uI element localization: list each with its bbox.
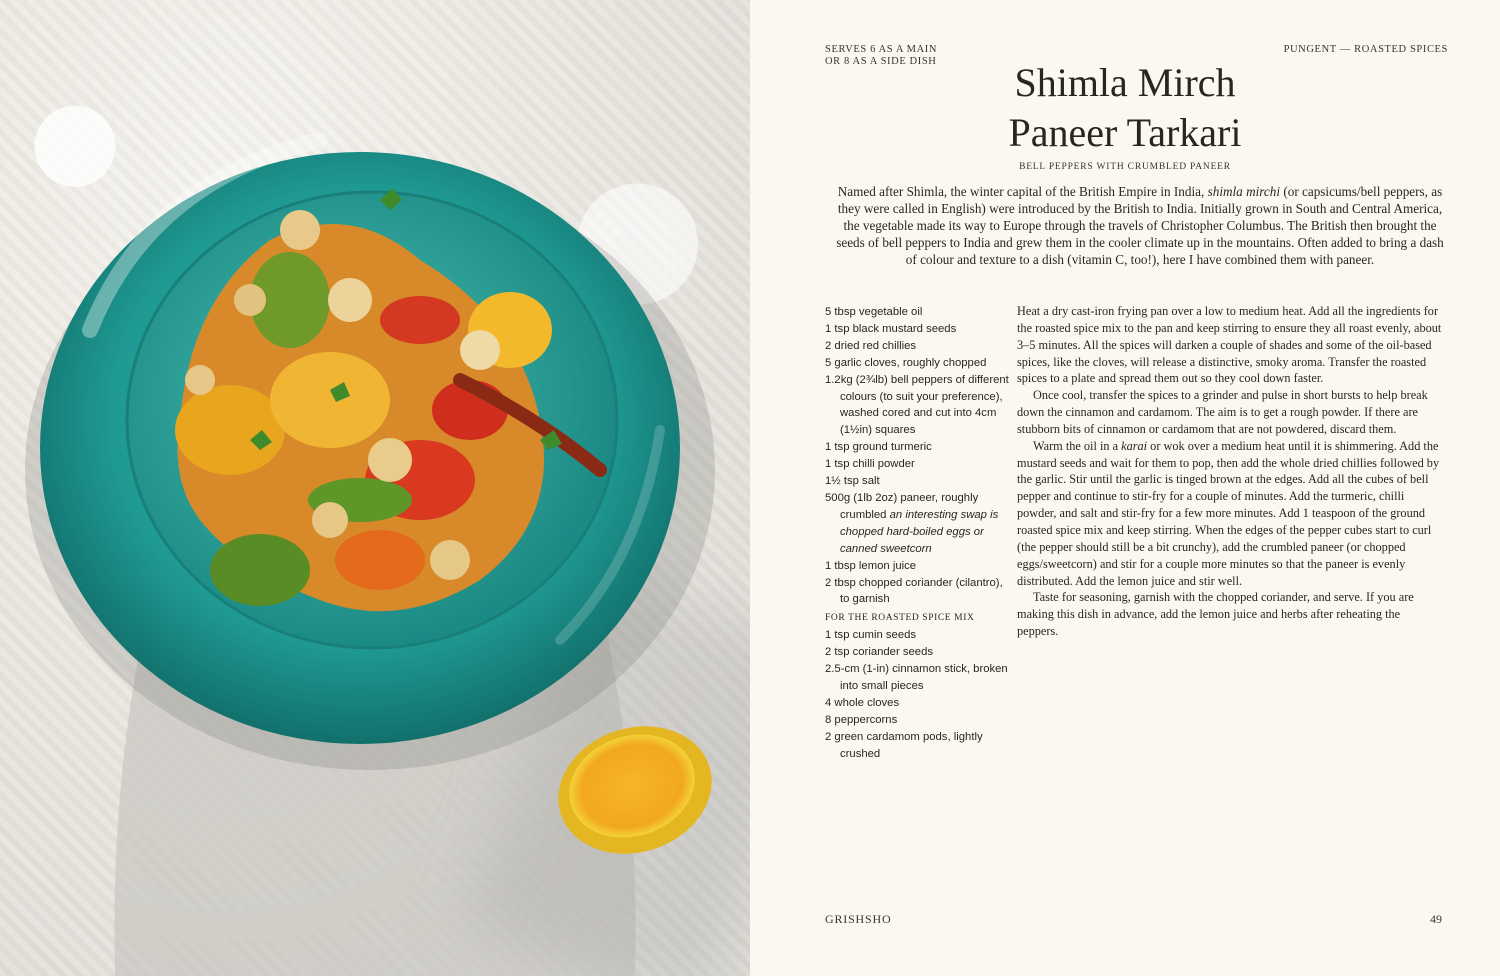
ingredient-item: 1 tsp black mustard seeds — [825, 322, 957, 335]
serves-line-1: SERVES 6 AS A MAIN — [825, 44, 938, 55]
method-paragraph-2: Once cool, transfer the spices to a grinder and pulse in short bursts to help break down the cinnamon and cardamom. The aim is to get a rough powder. If there are stubborn bits of cinnamon or cardamom that are not powdered, discard them. — [1017, 388, 1428, 436]
method-p3-a: Warm the oil in a — [1033, 438, 1122, 453]
spice-item: 2 green cardamom pods, lightly crushed — [825, 730, 983, 760]
recipe-subtitle: BELL PEPPERS WITH CRUMBLED PANEER — [1019, 162, 1231, 172]
intro-text-b: (or capsicums/bell peppers, as they were called in English) were introduced by the British to India. Initially grown in South and Central America, the vegetable made its way to Europe through the travels of Christopher Columbus. The British then brought the seeds of bell peppers to India and grew them in the cooler climate up in the mountains. Often added to bring a dash of colour and texture to a dish (vitamin C, too!), here I have combined them with paneer. — [836, 184, 1444, 267]
recipe-title — [750, 58, 1500, 158]
method-p3-b: or wok over a medium heat until it is shimmering. Add the mustard seeds and wait for them to pop, then add the whole dried chillies followed by the garlic. Stir until the garlic is tinged brown at the edges. Add all the cubes of bell pepper and continue to stir-fry for a couple of minutes. Add the turmeric, chilli powder, and salt and stir-fry for a few more minutes. Add 1 teaspoon of the ground roasted spice mix and keep stirring. When the edges of the pepper cubes start to curl (the pepper should still be a bit crunchy), add the crumbled paneer (or chopped eggs/sweetcorn) and stir for a couple more minutes so that the paneer is evenly distributed. Add the lemon juice and stir well. — [1017, 438, 1440, 588]
ingredient-item-paneer — [825, 490, 1010, 558]
intro-emphasis: shimla mirchi — [1207, 184, 1281, 199]
ingredient-item: 1 tsp chilli powder — [825, 458, 915, 471]
recipe-page — [750, 0, 1500, 976]
intro-text-a: Named after Shimla, the winter capital of the British Empire in India, — [837, 184, 1208, 199]
ingredient-item: 1½ tsp salt — [825, 475, 880, 488]
title-line-2: Paneer Tarkari — [1008, 110, 1242, 155]
ingredient-item: 2 dried red chillies — [825, 339, 917, 352]
paneer-text: 500g (1lb 2oz) paneer, roughly crumbled — [825, 491, 979, 521]
ingredient-item: 1.2kg (2¾lb) bell peppers of different colours (to suit your preference), washed cored and cut into 4cm (1½in) squares — [825, 373, 1009, 437]
method-paragraph-4: Taste for seasoning, garnish with the chopped coriander, and serve. If you are making this dish in advance, add the lemon juice and herbs after reheating the peppers. — [1017, 590, 1414, 639]
ingredient-item: 5 garlic cloves, roughly chopped — [825, 356, 987, 369]
book-name: GRISHSHO — [825, 912, 892, 926]
method-p3-emphasis: karai — [1121, 438, 1148, 453]
method-paragraph-3 — [1017, 438, 1442, 590]
lemon-half — [542, 707, 729, 873]
spice-item: 8 peppercorns — [825, 713, 898, 726]
ingredient-item: 5 tbsp vegetable oil — [825, 306, 923, 318]
spice-item: 2 tsp coriander seeds — [825, 646, 934, 659]
ingredient-item: 1 tsp ground turmeric — [825, 441, 932, 454]
title-line-1: Shimla Mirch — [1014, 60, 1236, 105]
spice-item: 4 whole cloves — [825, 696, 900, 709]
spice-item: 2.5-cm (1-in) cinnamon stick, broken into small pieces — [825, 663, 1008, 692]
method-paragraph-1: Heat a dry cast-iron frying pan over a low to medium heat. Add all the ingredients for the roasted spice mix to the pan and keep stirring to ensure they all roast evenly, about 3–5 minutes. All the spices will darken a couple of shades and some of the oil-based spices, like the cloves, will release a distinctive, smoky aroma. Transfer the roasted spices to a plate and spread them out so they cool down faster. — [1017, 304, 1442, 386]
page-number: 49 — [1430, 912, 1442, 926]
recipe-category: PUNGENT — ROASTED SPICES — [1283, 44, 1448, 55]
ingredients-list — [825, 304, 1010, 762]
spice-item: 1 tsp cumin seeds — [825, 629, 917, 642]
recipe-intro — [830, 184, 1450, 269]
ingredient-item: 1 tbsp lemon juice — [825, 559, 917, 572]
spice-mix-heading: FOR THE ROASTED SPICE MIX — [825, 613, 975, 624]
ingredient-item: 2 tbsp chopped coriander (cilantro), to garnish — [825, 576, 1003, 606]
serves-line-2: OR 8 AS A SIDE DISH — [825, 56, 937, 67]
method-text — [1017, 303, 1442, 640]
paneer-note: an interesting swap is chopped hard-boiled eggs or canned sweetcorn — [840, 508, 999, 555]
